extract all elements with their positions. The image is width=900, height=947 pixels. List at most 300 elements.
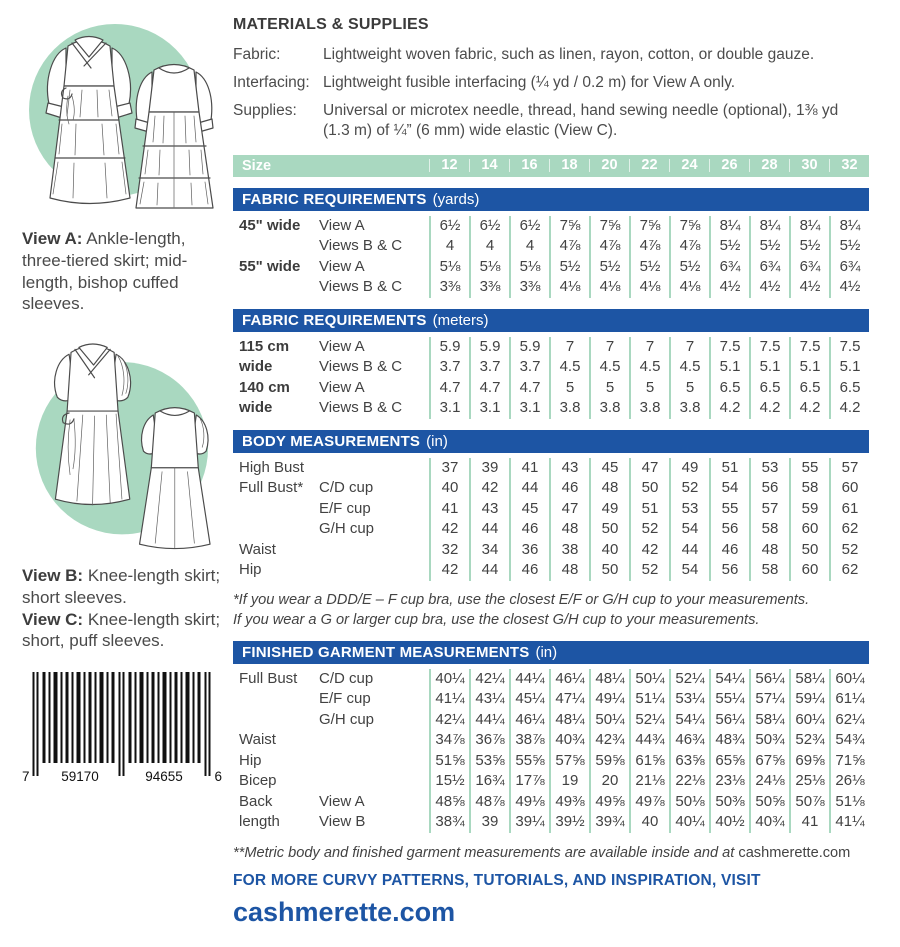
row-sublabel: Views B & C bbox=[319, 278, 403, 296]
row-sublabel: Views B & C bbox=[319, 237, 403, 255]
size-column-header: 32 bbox=[829, 159, 869, 172]
table-cell: 41¼ bbox=[829, 812, 869, 833]
table-cell: 3.1 bbox=[509, 398, 549, 419]
table-cell: 4.2 bbox=[749, 398, 789, 419]
table-cell: 48⅝ bbox=[429, 792, 469, 813]
table-cell: 38⅞ bbox=[509, 730, 549, 751]
row-label: 140 cm bbox=[239, 378, 290, 396]
table-cell: 4⅛ bbox=[629, 277, 669, 298]
row-label: length bbox=[239, 813, 280, 831]
table-cell: 49¼ bbox=[589, 689, 629, 710]
row-label: 115 cm bbox=[239, 337, 290, 355]
metric-note-text: **Metric body and finished garment measurements are available inside and at bbox=[233, 844, 739, 861]
size-column-header: 20 bbox=[589, 159, 629, 172]
table-cell: 3.1 bbox=[469, 398, 509, 419]
table-cell: 56 bbox=[709, 519, 749, 540]
table-row bbox=[233, 792, 869, 813]
row-label: High Bust bbox=[239, 458, 305, 476]
table-cell: 55 bbox=[709, 499, 749, 520]
row-label: Bicep bbox=[239, 772, 277, 790]
table-row bbox=[233, 560, 869, 581]
table-cell: 5.9 bbox=[429, 337, 469, 358]
table-cell: 51 bbox=[709, 458, 749, 479]
materials-heading: MATERIALS & SUPPLIES bbox=[233, 16, 429, 33]
row-sublabel: Views B & C bbox=[319, 358, 403, 376]
section-suffix: (meters) bbox=[432, 311, 489, 329]
table-cell: 4⅛ bbox=[589, 277, 629, 298]
section-title: FINISHED GARMENT MEASUREMENTS bbox=[242, 643, 530, 661]
table-cell: 3.8 bbox=[549, 398, 589, 419]
row-label: Waist bbox=[239, 540, 276, 558]
table-row bbox=[233, 236, 869, 257]
table-cell: 4.7 bbox=[469, 378, 509, 399]
table-cell: 3⅜ bbox=[469, 277, 509, 298]
table-cell: 4.7 bbox=[429, 378, 469, 399]
table-cell: 46¼ bbox=[509, 710, 549, 731]
table-cell: 24⅛ bbox=[749, 771, 789, 792]
size-column-header: 22 bbox=[629, 159, 669, 172]
view-a-text: Ankle-length, three-tiered skirt; mid-length, bishop cuffed sleeves. bbox=[22, 229, 188, 314]
cta-text: FOR MORE CURVY PATTERNS, TUTORIALS, AND INSPIRATION, VISIT bbox=[233, 871, 761, 889]
table-row bbox=[233, 730, 869, 751]
table-row bbox=[233, 257, 869, 278]
table-cell: 17⅞ bbox=[509, 771, 549, 792]
table-cell: 4⅞ bbox=[629, 236, 669, 257]
table-cell: 7 bbox=[669, 337, 709, 358]
barcode-digit-group1: 59170 bbox=[61, 769, 99, 784]
row-label: Full Bust bbox=[239, 669, 298, 687]
table-cell: 6½ bbox=[509, 216, 549, 237]
table-cell: 42 bbox=[429, 560, 469, 581]
section-header-fabric-meters bbox=[233, 309, 869, 332]
view-bc-description bbox=[22, 565, 226, 652]
table-row bbox=[233, 458, 869, 479]
table-cell: 4.5 bbox=[549, 357, 589, 378]
size-column-header: 14 bbox=[469, 159, 509, 172]
table-row bbox=[233, 337, 869, 358]
fabric-label: Fabric: bbox=[233, 46, 281, 63]
table-cell: 5½ bbox=[629, 257, 669, 278]
table-cell: 4½ bbox=[789, 277, 829, 298]
barcode-bars bbox=[22, 672, 222, 778]
size-column-header: 28 bbox=[749, 159, 789, 172]
table-cell: 37 bbox=[429, 458, 469, 479]
table-cell: 5 bbox=[629, 378, 669, 399]
row-label: Back bbox=[239, 792, 273, 810]
table-cell: 6.5 bbox=[749, 378, 789, 399]
row-label: Waist bbox=[239, 731, 276, 749]
table-cell: 59⅝ bbox=[589, 751, 629, 772]
table-cell: 54 bbox=[669, 560, 709, 581]
table-cell: 39¾ bbox=[589, 812, 629, 833]
row-sublabel bbox=[313, 730, 429, 751]
table-cell: 5½ bbox=[749, 236, 789, 257]
table-cell: 5⅛ bbox=[469, 257, 509, 278]
table-cell: 42¾ bbox=[589, 730, 629, 751]
table-cell: 50¾ bbox=[749, 730, 789, 751]
table-cell: 16¾ bbox=[469, 771, 509, 792]
section-suffix: (in) bbox=[426, 432, 448, 450]
table-cell: 4⅞ bbox=[589, 236, 629, 257]
table-cell: 47 bbox=[549, 499, 589, 520]
table-cell: 6.5 bbox=[789, 378, 829, 399]
table-cell: 46 bbox=[549, 478, 589, 499]
fabric-meters-table bbox=[233, 337, 869, 419]
table-cell: 4.2 bbox=[829, 398, 869, 419]
table-cell: 4 bbox=[509, 236, 549, 257]
size-column-header: 24 bbox=[669, 159, 709, 172]
table-cell: 7.5 bbox=[789, 337, 829, 358]
table-cell: 52¼ bbox=[669, 669, 709, 690]
table-cell: 5½ bbox=[829, 236, 869, 257]
table-cell: 50⅜ bbox=[709, 792, 749, 813]
table-row bbox=[233, 478, 869, 499]
row-label bbox=[233, 519, 313, 540]
table-cell: 42 bbox=[429, 519, 469, 540]
row-label: Full Bust* bbox=[239, 479, 304, 497]
table-cell: 36 bbox=[509, 540, 549, 561]
table-cell: 4½ bbox=[709, 277, 749, 298]
table-row bbox=[233, 812, 869, 833]
table-cell: 4.2 bbox=[709, 398, 749, 419]
table-cell: 6½ bbox=[429, 216, 469, 237]
table-cell: 57⅝ bbox=[549, 751, 589, 772]
table-cell: 19 bbox=[549, 771, 589, 792]
table-cell: 7 bbox=[549, 337, 589, 358]
row-label bbox=[233, 689, 313, 710]
row-sublabel: View A bbox=[319, 792, 365, 810]
metric-note bbox=[233, 845, 869, 861]
table-cell: 4 bbox=[469, 236, 509, 257]
size-column-header: 30 bbox=[789, 159, 829, 172]
table-cell: 4.7 bbox=[509, 378, 549, 399]
table-cell: 40½ bbox=[709, 812, 749, 833]
table-cell: 5½ bbox=[589, 257, 629, 278]
table-cell: 26⅛ bbox=[829, 771, 869, 792]
table-cell: 50 bbox=[789, 540, 829, 561]
table-cell: 5½ bbox=[789, 236, 829, 257]
table-cell: 21⅛ bbox=[629, 771, 669, 792]
row-sublabel: G/H cup bbox=[319, 520, 375, 538]
table-cell: 49 bbox=[589, 499, 629, 520]
supplies-label: Supplies: bbox=[233, 102, 297, 120]
table-cell: 39½ bbox=[549, 812, 589, 833]
table-cell: 54 bbox=[709, 478, 749, 499]
table-cell: 53⅝ bbox=[469, 751, 509, 772]
table-cell: 4.5 bbox=[589, 357, 629, 378]
table-cell: 5½ bbox=[669, 257, 709, 278]
table-row bbox=[233, 771, 869, 792]
table-cell: 38¾ bbox=[429, 812, 469, 833]
table-cell: 55 bbox=[789, 458, 829, 479]
table-cell: 4⅛ bbox=[549, 277, 589, 298]
table-cell: 4.2 bbox=[789, 398, 829, 419]
table-cell: 5.1 bbox=[829, 357, 869, 378]
body-measurements-table bbox=[233, 458, 869, 581]
table-cell: 8¼ bbox=[789, 216, 829, 237]
table-cell: 20 bbox=[589, 771, 629, 792]
table-cell: 7⅝ bbox=[629, 216, 669, 237]
table-cell: 6.5 bbox=[709, 378, 749, 399]
row-sublabel: View A bbox=[319, 216, 365, 234]
row-label: Hip bbox=[239, 561, 262, 579]
table-cell: 71⅝ bbox=[829, 751, 869, 772]
table-cell: 5⅛ bbox=[509, 257, 549, 278]
table-cell: 52 bbox=[629, 560, 669, 581]
table-cell: 59 bbox=[789, 499, 829, 520]
fabric-yards-table bbox=[233, 216, 869, 298]
table-cell: 15½ bbox=[429, 771, 469, 792]
table-cell: 41 bbox=[429, 499, 469, 520]
table-cell: 44 bbox=[669, 540, 709, 561]
footnote-line-2: If you wear a G or larger cup bra, use the closest G/H cup to your measurements. bbox=[233, 611, 760, 628]
table-cell: 8¼ bbox=[709, 216, 749, 237]
table-cell: 50¼ bbox=[589, 710, 629, 731]
table-cell: 4½ bbox=[829, 277, 869, 298]
table-row bbox=[233, 378, 869, 399]
table-cell: 7⅝ bbox=[589, 216, 629, 237]
table-cell: 46¼ bbox=[549, 669, 589, 690]
table-cell: 58 bbox=[789, 478, 829, 499]
table-cell: 43 bbox=[549, 458, 589, 479]
materials-row-interfacing bbox=[233, 73, 869, 93]
size-header-bar bbox=[233, 155, 869, 177]
table-cell: 46 bbox=[509, 519, 549, 540]
table-cell: 58¼ bbox=[749, 710, 789, 731]
table-row bbox=[233, 751, 869, 772]
table-cell: 61⅝ bbox=[629, 751, 669, 772]
table-row bbox=[233, 689, 869, 710]
view-b-label: View B: bbox=[22, 566, 84, 585]
row-label: Hip bbox=[239, 751, 262, 769]
row-sublabel: View A bbox=[319, 337, 365, 355]
table-cell: 48 bbox=[589, 478, 629, 499]
table-cell: 44 bbox=[469, 560, 509, 581]
row-label bbox=[233, 277, 313, 298]
table-cell: 3.8 bbox=[589, 398, 629, 419]
row-sublabel bbox=[313, 540, 429, 561]
table-cell: 60 bbox=[789, 560, 829, 581]
table-cell: 40¼ bbox=[429, 669, 469, 690]
table-cell: 3.1 bbox=[429, 398, 469, 419]
table-cell: 42¼ bbox=[469, 669, 509, 690]
section-title: BODY MEASUREMENTS bbox=[242, 432, 421, 450]
row-sublabel: C/D cup bbox=[319, 669, 374, 687]
table-cell: 6¾ bbox=[789, 257, 829, 278]
interfacing-label: Interfacing: bbox=[233, 74, 310, 92]
table-cell: 40 bbox=[629, 812, 669, 833]
table-cell: 5 bbox=[549, 378, 589, 399]
table-cell: 67⅝ bbox=[749, 751, 789, 772]
table-cell: 51 bbox=[629, 499, 669, 520]
table-cell: 41¼ bbox=[429, 689, 469, 710]
table-cell: 69⅝ bbox=[789, 751, 829, 772]
table-cell: 56 bbox=[749, 478, 789, 499]
table-cell: 4.5 bbox=[669, 357, 709, 378]
cup-size-footnote bbox=[233, 590, 869, 630]
table-cell: 5½ bbox=[709, 236, 749, 257]
table-cell: 39 bbox=[469, 458, 509, 479]
table-cell: 5.1 bbox=[749, 357, 789, 378]
row-sublabel: E/F cup bbox=[319, 499, 371, 517]
table-cell: 41 bbox=[509, 458, 549, 479]
table-cell: 8¼ bbox=[749, 216, 789, 237]
table-row bbox=[233, 398, 869, 419]
table-cell: 47 bbox=[629, 458, 669, 479]
table-cell: 6.5 bbox=[829, 378, 869, 399]
table-cell: 6¾ bbox=[709, 257, 749, 278]
table-cell: 4⅞ bbox=[549, 236, 589, 257]
table-cell: 52 bbox=[669, 478, 709, 499]
table-cell: 40¾ bbox=[749, 812, 789, 833]
barcode-digit-check: 6 bbox=[214, 769, 222, 784]
table-cell: 54¾ bbox=[829, 730, 869, 751]
table-row bbox=[233, 277, 869, 298]
table-cell: 40 bbox=[589, 540, 629, 561]
table-cell: 52 bbox=[829, 540, 869, 561]
table-cell: 48¼ bbox=[589, 669, 629, 690]
table-cell: 7⅝ bbox=[549, 216, 589, 237]
size-column-header: 12 bbox=[429, 159, 469, 172]
table-cell: 4½ bbox=[749, 277, 789, 298]
table-cell: 8¼ bbox=[829, 216, 869, 237]
view-a-description bbox=[22, 228, 226, 315]
barcode-digits bbox=[22, 769, 222, 784]
row-sublabel: Views B & C bbox=[319, 399, 403, 417]
table-cell: 5.9 bbox=[509, 337, 549, 358]
table-cell: 61¼ bbox=[829, 689, 869, 710]
table-cell: 50⅛ bbox=[669, 792, 709, 813]
table-row bbox=[233, 519, 869, 540]
row-label bbox=[233, 710, 313, 731]
table-cell: 52¼ bbox=[629, 710, 669, 731]
table-cell: 46 bbox=[509, 560, 549, 581]
barcode bbox=[22, 672, 222, 784]
table-cell: 47¼ bbox=[549, 689, 589, 710]
table-cell: 52 bbox=[629, 519, 669, 540]
table-row bbox=[233, 357, 869, 378]
table-cell: 44 bbox=[509, 478, 549, 499]
table-cell: 50 bbox=[629, 478, 669, 499]
table-cell: 53 bbox=[749, 458, 789, 479]
view-a-illustration bbox=[12, 6, 226, 214]
table-cell: 55¼ bbox=[709, 689, 749, 710]
section-header-fabric-yards bbox=[233, 188, 869, 211]
view-c-text: Knee-length skirt; short, puff sleeves. bbox=[22, 609, 221, 651]
table-cell: 56 bbox=[709, 560, 749, 581]
materials-row-supplies bbox=[233, 101, 869, 141]
table-cell: 49⅝ bbox=[589, 792, 629, 813]
table-cell: 7.5 bbox=[709, 337, 749, 358]
table-cell: 7⅝ bbox=[669, 216, 709, 237]
table-cell: 40 bbox=[429, 478, 469, 499]
table-cell: 48⅞ bbox=[469, 792, 509, 813]
footnote-line-1: *If you wear a DDD/E – F cup bra, use the closest E/F or G/H cup to your measurements. bbox=[233, 591, 810, 608]
table-cell: 42 bbox=[629, 540, 669, 561]
row-label bbox=[233, 499, 313, 520]
table-cell: 5⅛ bbox=[429, 257, 469, 278]
table-cell: 44¼ bbox=[469, 710, 509, 731]
table-cell: 6¾ bbox=[749, 257, 789, 278]
table-cell: 34 bbox=[469, 540, 509, 561]
table-cell: 5.9 bbox=[469, 337, 509, 358]
row-label bbox=[233, 236, 313, 257]
table-cell: 39 bbox=[469, 812, 509, 833]
table-cell: 44¼ bbox=[509, 669, 549, 690]
table-cell: 45 bbox=[589, 458, 629, 479]
table-cell: 48 bbox=[549, 519, 589, 540]
finished-garment-table bbox=[233, 669, 869, 833]
table-cell: 56¼ bbox=[709, 710, 749, 731]
row-label: 55" wide bbox=[239, 257, 301, 275]
interfacing-text: Lightweight fusible interfacing (¼ yd / 0.2 m) for View A only. bbox=[323, 74, 736, 92]
row-label: wide bbox=[239, 358, 273, 376]
table-cell: 5 bbox=[669, 378, 709, 399]
section-suffix: (yards) bbox=[432, 190, 480, 208]
table-cell: 5.1 bbox=[709, 357, 749, 378]
table-cell: 59¼ bbox=[789, 689, 829, 710]
table-row bbox=[233, 216, 869, 237]
size-column-header: 16 bbox=[509, 159, 549, 172]
supplies-text: Universal or microtex needle, thread, hand sewing needle (optional), 1⅜ yd (1.3 m) of ¼” (6 mm) wide elastic (View C). bbox=[323, 102, 839, 140]
row-sublabel: View A bbox=[319, 378, 365, 396]
row-sublabel: E/F cup bbox=[319, 690, 371, 708]
table-cell: 48¾ bbox=[709, 730, 749, 751]
table-cell: 48¼ bbox=[549, 710, 589, 731]
table-cell: 41 bbox=[789, 812, 829, 833]
left-panel bbox=[12, 6, 226, 784]
table-cell: 3.8 bbox=[629, 398, 669, 419]
size-header-label: Size bbox=[242, 157, 272, 174]
metric-note-url: cashmerette.com bbox=[738, 844, 851, 861]
table-cell: 46 bbox=[709, 540, 749, 561]
table-cell: 56¼ bbox=[749, 669, 789, 690]
table-cell: 58 bbox=[749, 560, 789, 581]
table-cell: 3⅜ bbox=[429, 277, 469, 298]
view-a-label: View A: bbox=[22, 229, 83, 248]
table-cell: 38 bbox=[549, 540, 589, 561]
table-cell: 39¼ bbox=[509, 812, 549, 833]
row-sublabel bbox=[313, 458, 429, 479]
row-sublabel bbox=[313, 751, 429, 772]
table-row bbox=[233, 540, 869, 561]
table-cell: 49⅜ bbox=[549, 792, 589, 813]
table-cell: 6¾ bbox=[829, 257, 869, 278]
table-cell: 5 bbox=[589, 378, 629, 399]
row-sublabel bbox=[313, 771, 429, 792]
table-cell: 22⅛ bbox=[669, 771, 709, 792]
size-column-header: 26 bbox=[709, 159, 749, 172]
table-cell: 7 bbox=[589, 337, 629, 358]
table-cell: 48 bbox=[749, 540, 789, 561]
table-cell: 7 bbox=[629, 337, 669, 358]
table-cell: 5½ bbox=[549, 257, 589, 278]
materials-row-fabric bbox=[233, 45, 869, 65]
table-cell: 3⅜ bbox=[509, 277, 549, 298]
table-cell: 57¼ bbox=[749, 689, 789, 710]
table-cell: 5.1 bbox=[789, 357, 829, 378]
table-cell: 49⅞ bbox=[629, 792, 669, 813]
table-cell: 43¼ bbox=[469, 689, 509, 710]
table-cell: 54¼ bbox=[669, 710, 709, 731]
table-cell: 54¼ bbox=[709, 669, 749, 690]
table-row bbox=[233, 710, 869, 731]
table-cell: 48 bbox=[549, 560, 589, 581]
table-cell: 25⅛ bbox=[789, 771, 829, 792]
table-cell: 45 bbox=[509, 499, 549, 520]
table-cell: 50⅝ bbox=[749, 792, 789, 813]
table-cell: 7.5 bbox=[749, 337, 789, 358]
